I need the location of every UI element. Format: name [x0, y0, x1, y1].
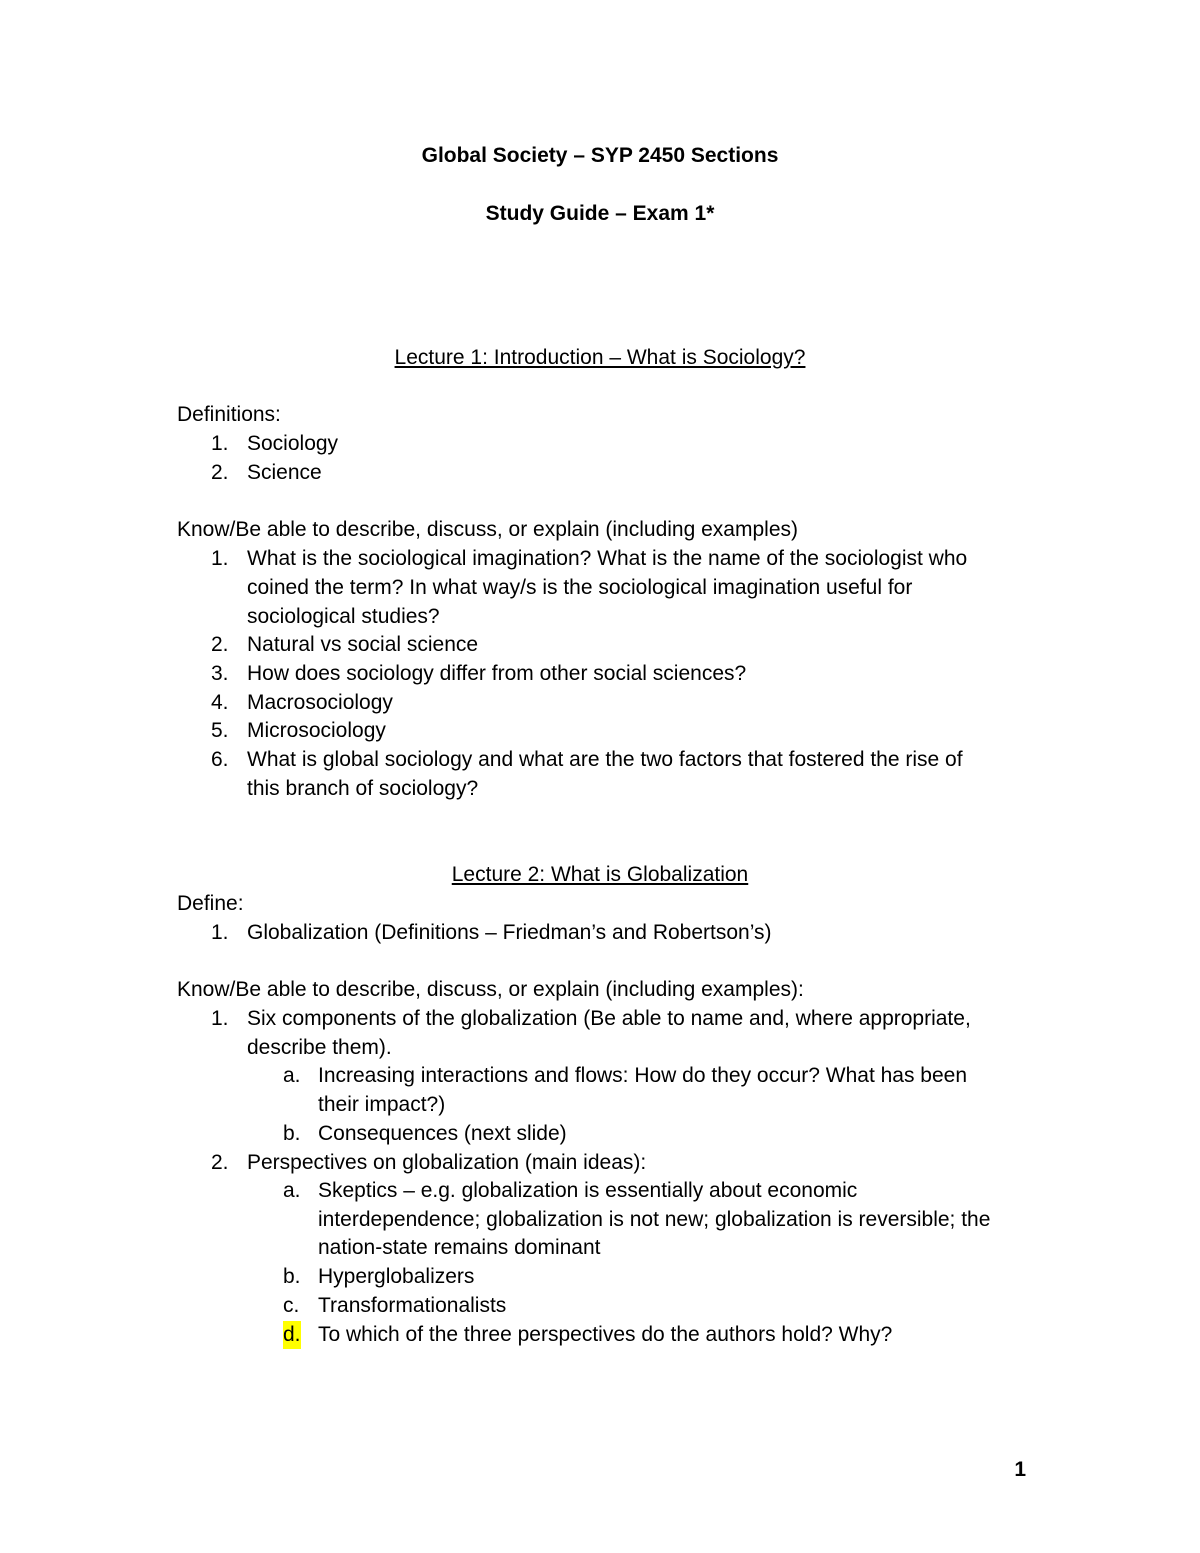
document-title: Global Society – SYP 2450 Sections: [421, 144, 779, 167]
know-item-line: Microsociology: [247, 719, 386, 742]
sub-item-line: Consequences (next slide): [318, 1122, 567, 1145]
know-number: 1.: [211, 1007, 229, 1030]
know-number: 5.: [211, 719, 229, 742]
know-number: 1.: [211, 547, 229, 570]
know-number: 3.: [211, 662, 229, 685]
define-label: Define:: [177, 892, 244, 915]
lecture2-heading: Lecture 2: What is Globalization: [451, 863, 749, 886]
know-item-line: How does sociology differ from other social sciences?: [247, 662, 747, 685]
know-item-line: sociological studies?: [247, 605, 440, 628]
know-item-line: coined the term? In what way/s is the sociological imagination useful for: [247, 576, 913, 599]
highlighted-sub-letter: d.: [283, 1321, 301, 1349]
sub-letter: b.: [283, 1122, 301, 1145]
page-number: 1: [1014, 1458, 1026, 1481]
know-item-line: describe them).: [247, 1036, 392, 1059]
sub-letter: a.: [283, 1179, 301, 1202]
define-item: Globalization (Definitions – Friedman’s and Robertson’s): [247, 921, 772, 944]
definition-number: 1.: [211, 432, 229, 455]
sub-item-line: their impact?): [318, 1093, 446, 1116]
know-item-line: What is the sociological imagination? What is the name of the sociologist who: [247, 547, 968, 570]
know-number: 6.: [211, 748, 229, 771]
definition-item: Science: [247, 461, 322, 484]
know-number: 4.: [211, 691, 229, 714]
know-number: 2.: [211, 633, 229, 656]
sub-letter: c.: [283, 1294, 300, 1317]
definition-number: 2.: [211, 461, 229, 484]
know-item-line: Natural vs social science: [247, 633, 479, 656]
know-number: 2.: [211, 1151, 229, 1174]
sub-letter: b.: [283, 1265, 301, 1288]
sub-item-line: interdependence; globalization is not new; globalization is reversible; the: [318, 1208, 991, 1231]
know-label-2: Know/Be able to describe, discuss, or explain (including examples):: [177, 978, 804, 1001]
know-item-line: Perspectives on globalization (main ideas):: [247, 1151, 647, 1174]
know-item-line: Six components of the globalization (Be able to name and, where appropriate,: [247, 1007, 971, 1030]
sub-item-line: Hyperglobalizers: [318, 1265, 475, 1288]
lecture1-heading: Lecture 1: Introduction – What is Sociology?: [394, 346, 806, 369]
sub-item-line: To which of the three perspectives do the authors hold? Why?: [318, 1323, 893, 1346]
sub-item-line: nation-state remains dominant: [318, 1236, 601, 1259]
sub-letter: a.: [283, 1064, 301, 1087]
definitions-label: Definitions:: [177, 403, 281, 426]
know-item-line: What is global sociology and what are the two factors that fostered the rise of: [247, 748, 963, 771]
sub-item-line: Skeptics – e.g. globalization is essentially about economic: [318, 1179, 858, 1202]
sub-item-line: Transformationalists: [318, 1294, 507, 1317]
know-label-1: Know/Be able to describe, discuss, or explain (including examples): [177, 518, 798, 541]
document-subtitle: Study Guide – Exam 1*: [485, 202, 715, 225]
know-item-line: this branch of sociology?: [247, 777, 479, 800]
define-number: 1.: [211, 921, 229, 944]
definition-item: Sociology: [247, 432, 339, 455]
sub-item-line: Increasing interactions and flows: How do they occur? What has been: [318, 1064, 968, 1087]
know-item-line: Macrosociology: [247, 691, 393, 714]
